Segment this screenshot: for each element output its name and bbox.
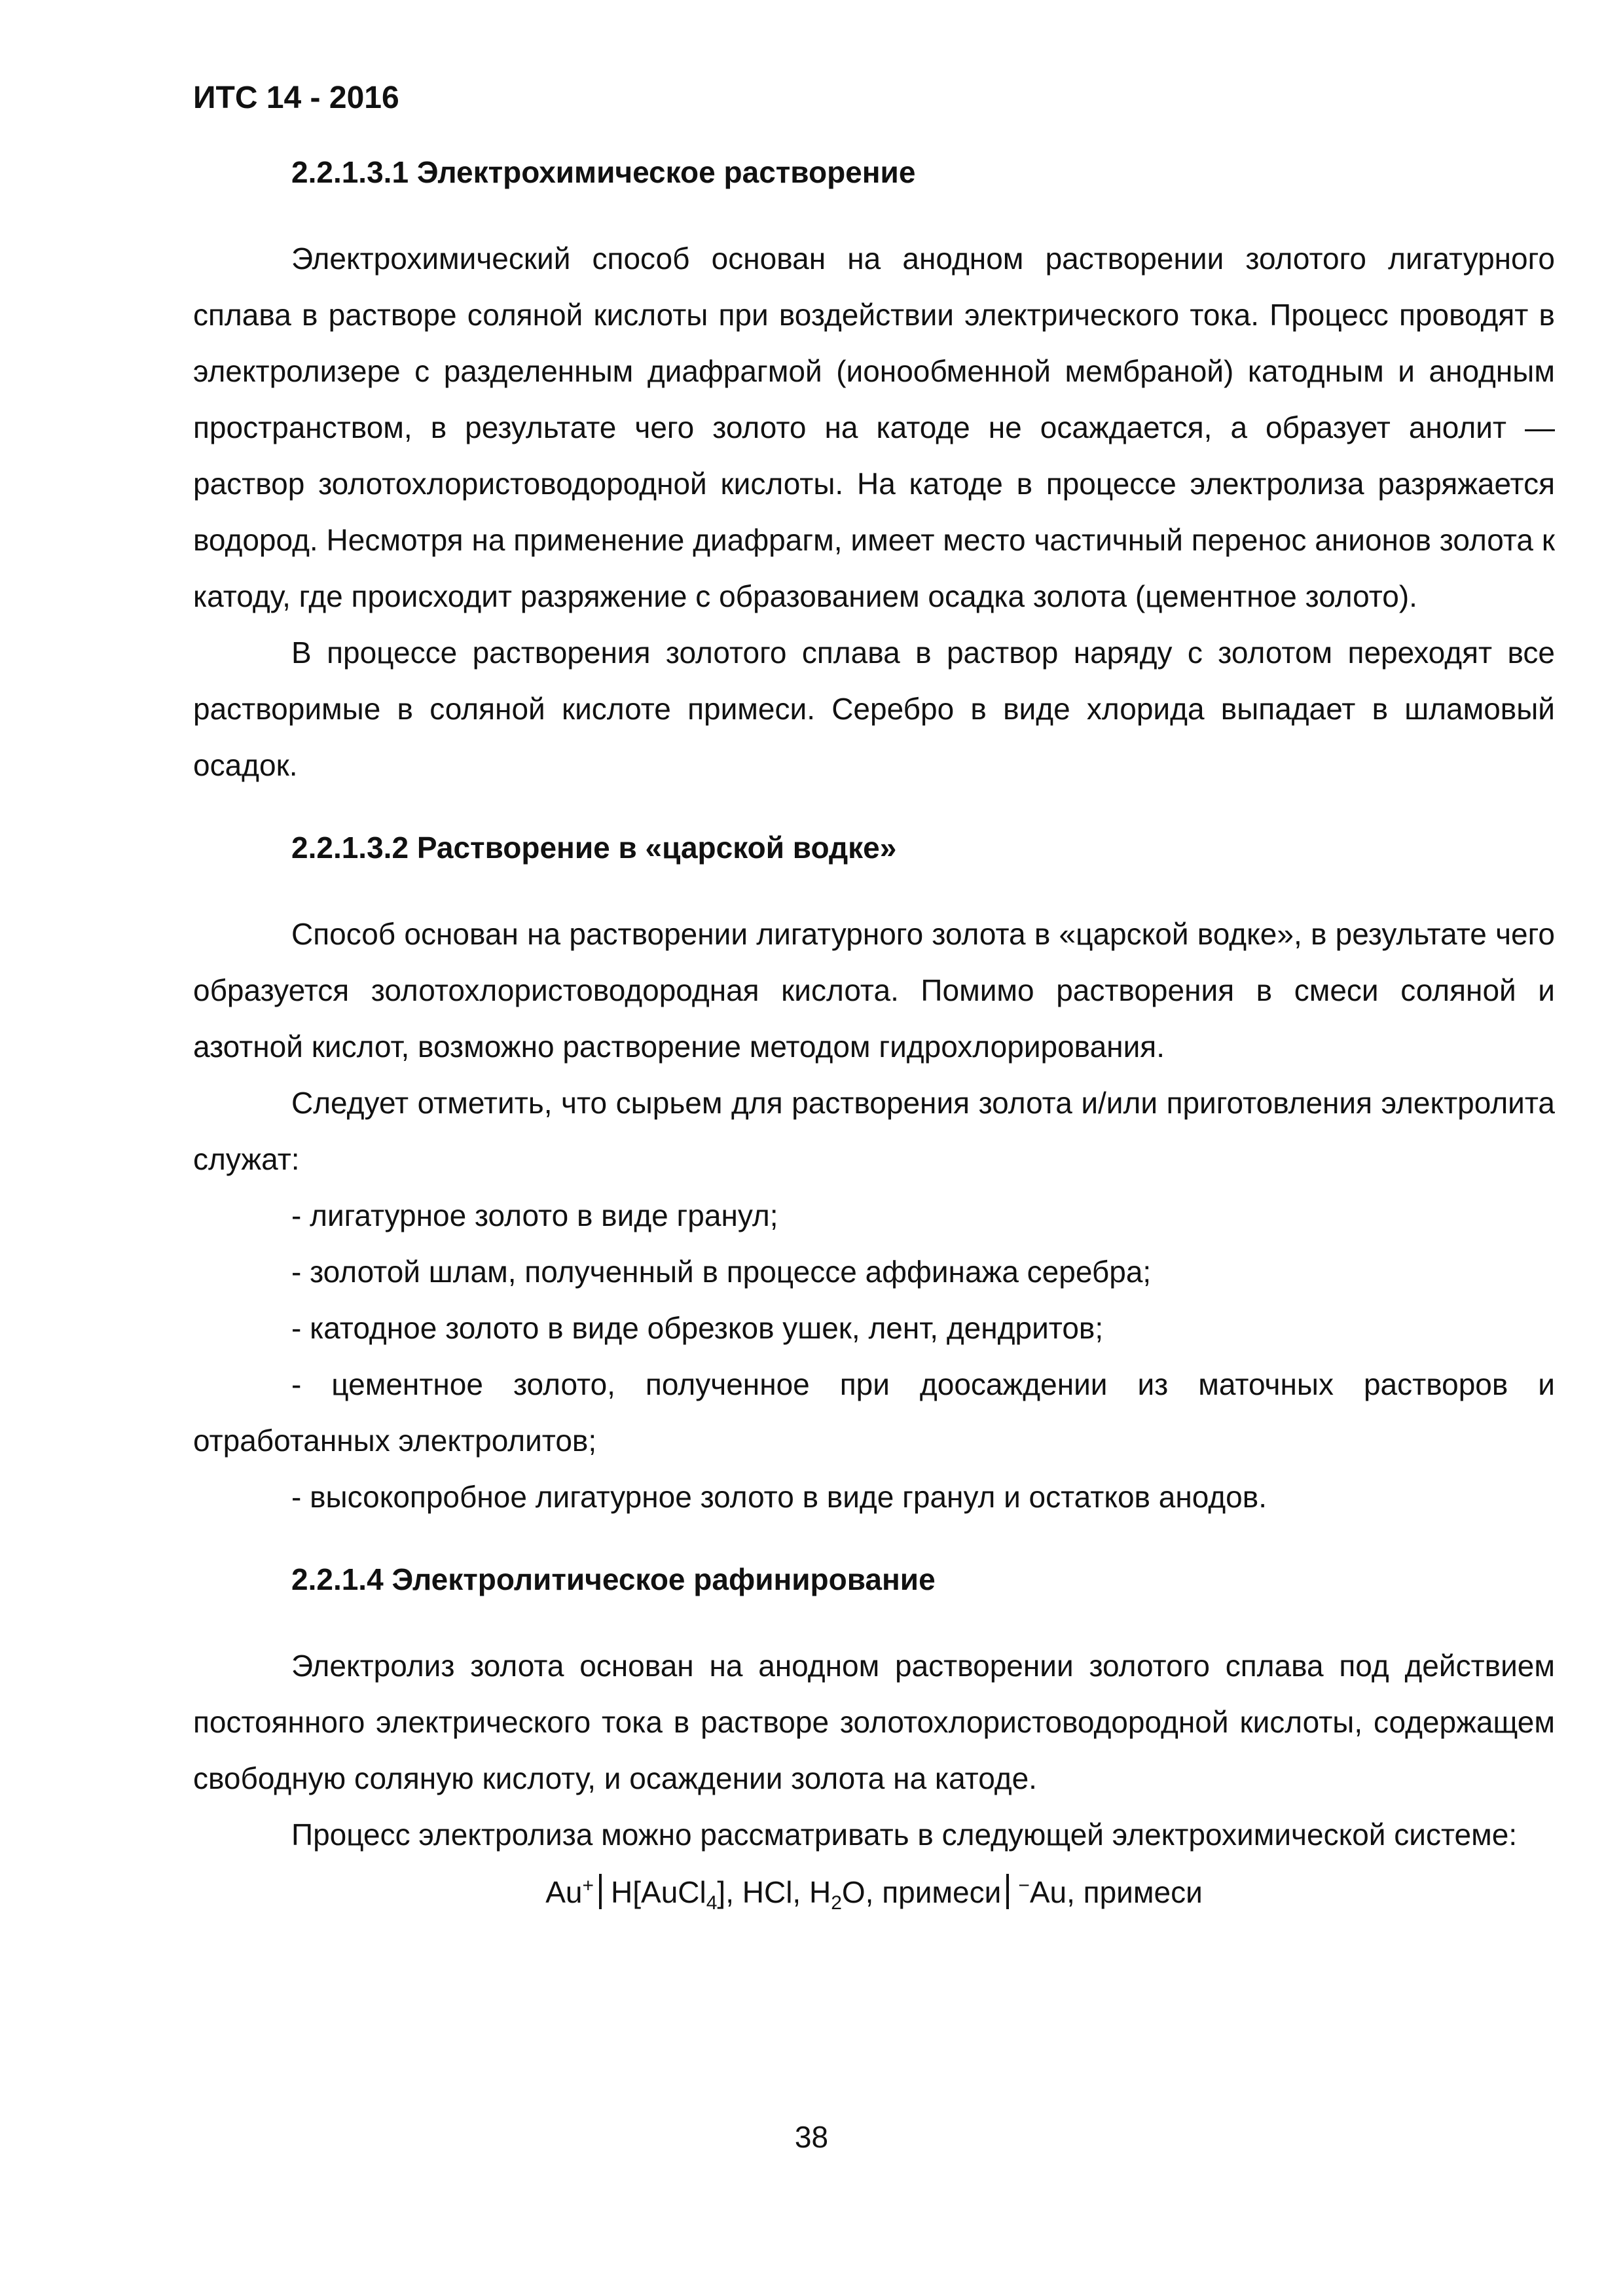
paragraph: Способ основан на растворении лигатурного золота в «царской водке», в результате чего образуется золотохлористоводородная кислота. Помимо растворения в смеси соляной и азотной кислот, возможно растворение методом гидрохлорирования. — [193, 917, 1555, 1064]
paragraph: Следует отметить, что сырьем для растворения золота и/или приготовления электролита служат: — [193, 1086, 1555, 1176]
paragraph: Процесс электролиза можно рассматривать в следующей электрохимической системе: — [291, 1818, 1518, 1852]
phase-boundary-bar — [599, 1874, 602, 1909]
section-title-aqua-regia-dissolution: 2.2.1.3.2 Растворение в «царской водке» — [291, 831, 897, 865]
section-title-electrolytic-refining: 2.2.1.4 Электролитическое рафинирование — [291, 1562, 936, 1596]
formula-cathode-charge: − — [1018, 1874, 1030, 1897]
phase-boundary-bar — [1006, 1874, 1009, 1909]
page-content — [193, 144, 1555, 1920]
page-number: 38 — [794, 2120, 829, 2154]
paragraph: Электрохимический способ основан на анодном растворении золотого лигатурного сплава в растворе соляной кислоты при воздействии электрического тока. Процесс проводят в электролизере с разделенным диафрагмой (ионообменной мембраной) катодным и анодным пространством, в результате чего золото на катоде не осаждается, а образует анолит — раствор золотохлористоводородной кислоты. На катоде в процессе электролиза разряжается водород. Несмотря на применение диафрагм, имеет место частичный перенос анионов золота к катоду, где происходит разряжение с образованием осадка золота (цементное золото). — [193, 242, 1555, 613]
list-item: - катодное золото в виде обрезков ушек, лент, дендритов; — [291, 1311, 1104, 1345]
formula-electrolyte-part3: O, примеси — [841, 1875, 1002, 1909]
formula-anode-charge: + — [582, 1874, 594, 1897]
paragraph: В процессе растворения золотого сплава в раствор наряду с золотом переходят все растворимые в соляной кислоте примеси. Серебро в виде хлорида выпадает в шламовый осадок. — [193, 636, 1555, 782]
electrochemical-system-formula — [193, 1864, 1555, 1920]
list-item: - цементное золото, полученное при доосаждении из маточных растворов и отработанных электролитов; — [193, 1367, 1555, 1458]
formula-electrolyte-part1: H[AuCl — [611, 1875, 706, 1909]
section-title-electrochemical-dissolution: 2.2.1.3.1 Электрохимическое растворение — [291, 155, 916, 189]
list-item: - золотой шлам, полученный в процессе аффинажа серебра; — [291, 1255, 1152, 1289]
list-item: - высокопробное лигатурное золото в виде гранул и остатков анодов. — [291, 1480, 1267, 1514]
document-code-header: ИТС 14 - 2016 — [193, 81, 399, 115]
list-item: - лигатурное золото в виде гранул; — [291, 1198, 778, 1232]
formula-electrolyte-sub2: 2 — [831, 1892, 842, 1914]
formula-anode: Au — [545, 1875, 583, 1909]
formula-cathode: Au, примеси — [1029, 1875, 1203, 1909]
formula-electrolyte-part2: ], HCl, H — [717, 1875, 831, 1909]
formula-electrolyte-sub1: 4 — [706, 1892, 718, 1914]
paragraph: Электролиз золота основан на анодном растворении золотого сплава под действием постоянного электрического тока в растворе золотохлористоводородной кислоты, содержащем свободную соляную кислоту, и осаждении золота на катоде. — [193, 1649, 1555, 1795]
